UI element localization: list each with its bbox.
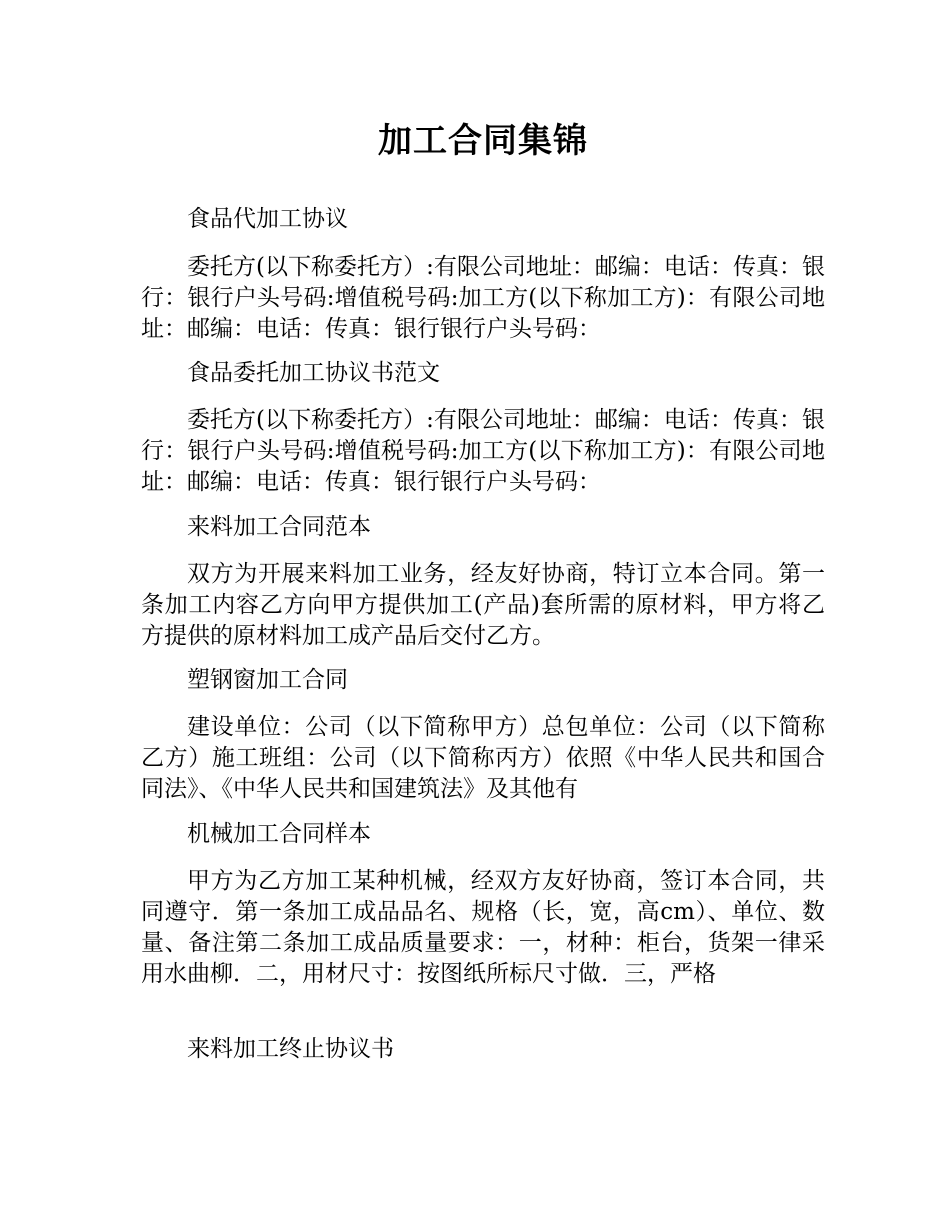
document-title: 加工合同集锦	[378, 121, 588, 161]
section-heading: 机械加工合同样本	[187, 821, 371, 847]
section-body: 双方为开展来料加工业务，经友好协商，特订立本合同。第一条加工内容乙方向甲方提供加工(产品)套所需的原材料，甲方将乙方提供的原材料加工成产品后交付乙方。	[141, 561, 825, 649]
section-body: 甲方为乙方加工某种机械，经双方友好协商，签订本合同，共同遵守．第一条加工成品品名、规格（长，宽，高cm）、单位、数量、备注第二条加工成品质量要求：一，材种：柜台，货架一律采用水曲柳．二，用材尺寸：按图纸所标尺寸做．三，严格	[141, 868, 825, 987]
section-heading: 食品代加工协议	[187, 206, 348, 232]
section-body: 建设单位：公司（以下简称甲方）总包单位：公司（以下简称乙方）施工班组：公司（以下简称丙方）依照《中华人民共和国合同法》、《中华人民共和国建筑法》及其他有	[141, 714, 825, 802]
section-heading: 来料加工合同范本	[187, 514, 371, 540]
section-heading: 来料加工终止协议书	[187, 1036, 394, 1062]
document-page	[141, 0, 825, 1062]
section-heading: 塑钢窗加工合同	[187, 667, 348, 693]
section-heading: 食品委托加工协议书范文	[187, 360, 440, 386]
section-body: 委托方(以下称委托方）:有限公司地址：邮编：电话：传真：银行：银行户头号码:增值税号码:加工方(以下称加工方)：有限公司地址：邮编：电话：传真：银行银行户头号码：	[141, 254, 825, 342]
section-body: 委托方(以下称委托方）:有限公司地址：邮编：电话：传真：银行：银行户头号码:增值税号码:加工方(以下称加工方)：有限公司地址：邮编：电话：传真：银行银行户头号码：	[141, 407, 825, 495]
